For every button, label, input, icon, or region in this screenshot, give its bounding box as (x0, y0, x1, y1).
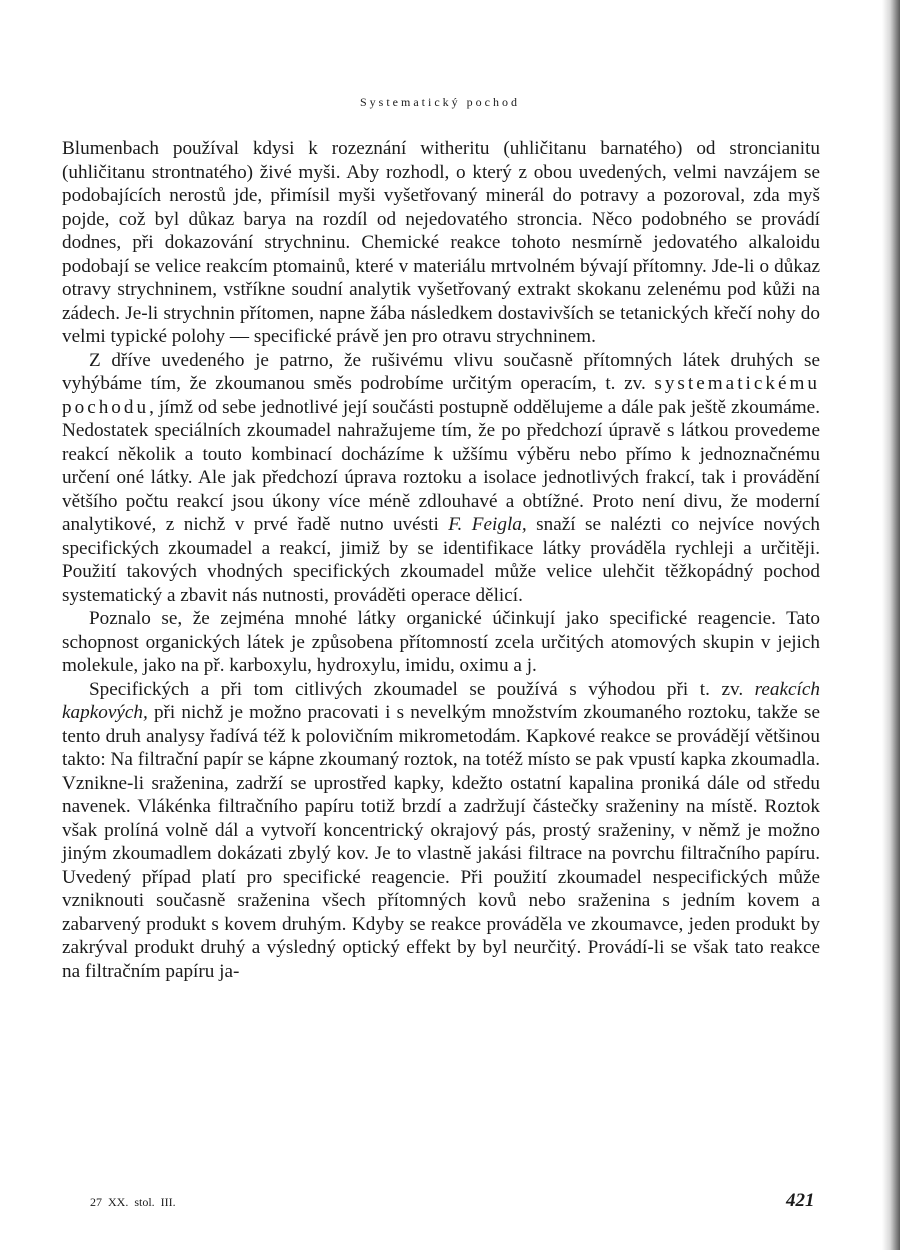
paragraph-2-text-middle: , jímž od sebe jednotlivé její součásti postupně oddělujeme a dále pak ještě zkoumáme. Nedostatek speciálních zkoumadel nahražujeme tím, že po předchozí úpravě s látkou provedeme reakcí několik a touto kombinací docházíme k užšímu výběru nebo přímo k jednoznačnému určení oné látky. Ale jak předchozí úprava roztoku a isolace jednotlivých frakcí, tak i provádění většího počtu reakcí jsou úkony více méně zdlouhavé a obtížné. Proto není divu, že moderní analytikové, z nichž v prvé řadě nutno uvésti (62, 396, 820, 535)
paragraph-4-text-end: při nichž je možno pracovati i s nevelkým množstvím zkoumaného roztoku, takže se tento druh analysy řadívá též k polovičním mikrometodám. Kapkové reakce se provádějí většinou takto: Na filtrační papír se kápne zkoumaný roztok, na totéž místo se pak vpustí kapka zkoumadla. Vznikne-li sraženina, zadrží se uprostřed kapky, kdežto ostatní kapalina proniká dále od středu navenek. Vlákénka filtračního papíru totiž brzdí a zadržují částečky sraženiny na místě. Roztok však prolíná volně dál a vytvoří koncentrický okrajový pás, prostý sraženiny, v němž je možno jiným zkoumadlem dokázati zbylý kov. Je to vlastně jakási filtrace na povrchu filtračního papíru. Uvedený případ platí pro specifické reagencie. Při použití zkoumadel nespecifických může vzniknouti současně sraženina všech přítomných kovů nebo sraženina s jedním kovem a zabarvený produkt s kovem druhým. Kdyby se reakce prováděla ve zkoumavce, jeden produkt by zakrýval produkt druhý a výsledný optický effekt by byl neurčitý. Provádí-li se však tato reakce na filtračním papíru ja- (62, 702, 820, 982)
paragraph-4-text-start: Specifických a při tom citlivých zkoumadel se používá s výhodou při t. zv. (89, 678, 755, 700)
paragraph-3-text: Poznalo se, že zejména mnohé látky organické účinkují jako specifické reagencie. Tato schopnost organických látek je způsobena přítomností zcela určitých atomových skupin v jejich molekule, jako na př. karboxylu, hydroxylu, imidu, oximu a j. (62, 608, 820, 676)
paragraph-2 (62, 349, 820, 608)
paragraph-3 (62, 607, 820, 678)
paragraph-1 (62, 137, 820, 349)
body-text (62, 137, 820, 983)
paragraph-2-text-end: snaží se nalézti co nejvíce nových specifických zkoumadel a reakcí, jimiž by se identifikace látky prováděla rychleji a určitěji. Použití takových vhodných specifických zkoumadel může velice ulehčit těžkopádný pochod systematický a zbavit nás nutnosti, prováděti operace dělicí. (62, 514, 820, 606)
emphasis-feigl: F. Feigla, (448, 514, 527, 535)
emphasis-systematic-procedure: systematickému pochodu (62, 373, 820, 418)
printer-signature: 27 XX. stol. III. (90, 1195, 176, 1209)
emphasis-drop-reactions: reakcích kapkových, (62, 678, 820, 723)
paragraph-1-text: Blumenbach používal kdysi k rozeznání witheritu (uhličitanu barnatého) od stroncianitu (uhličitanu strontnatého) živé myši. Aby rozhodl, o který z obou uvedených, velmi navzájem se podobajících nerostů jde, přimísil myši vyšetřovaný minerál do potravy a pozoroval, zda myš pojde, což byl důkaz barya na rozdíl od nejedovatého stroncia. Něco podobného se provádí dodnes, při dokazování strychninu. Chemické reakce tohoto nesmírně jedovatého alkaloidu podobají se velice reakcím ptomainů, které v materiálu mrtvolném bývají přítomny. Jde-li o důkaz otravy strychninem, vstříkne soudní analytik vyšetřovaný extrakt skokanu zelenému pod kůži na zádech. Je-li strychnin přítomen, napne žába následkem dostavivších se tetanických křečí nohy do velmi typické polohy — specifické právě jen pro otravu strychninem. (62, 138, 820, 347)
page-number: 421 (786, 1190, 815, 1211)
paragraph-2-text-start: Z dříve uvedeného je patrno, že rušivému vlivu současně přítomných látek druhých se vyhýbáme tím, že zkoumanou směs podrobíme určitým operacím, t. zv. (62, 349, 820, 394)
paragraph-4 (62, 678, 820, 984)
running-head: Systematický pochod (360, 95, 520, 109)
page-edge-shadow (882, 0, 900, 1250)
